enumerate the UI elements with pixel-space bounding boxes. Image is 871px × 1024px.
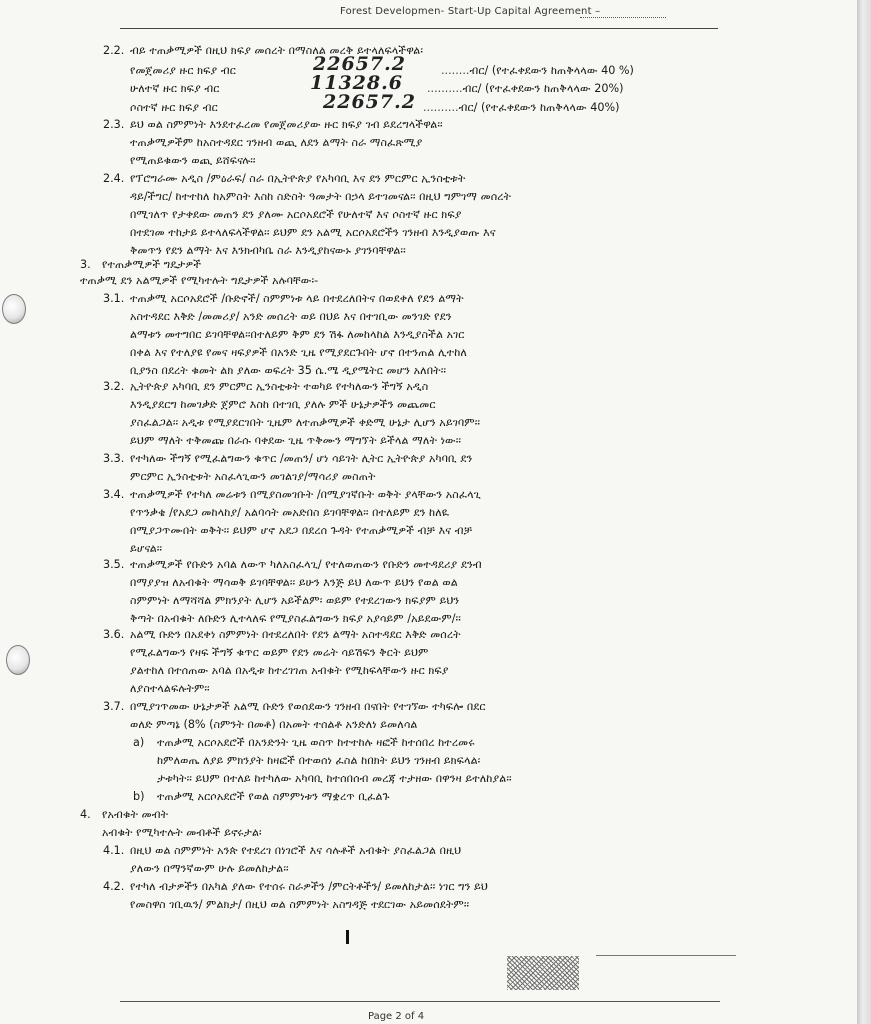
rate-line-3: ..........ብር/ (የተፈቀደውን ከጠቅላላው 40%) [423,101,620,114]
text-line: ይህም ማለት ተቅመጩ በራሱ ባቀደው ጊዜ ጥቅሙን ማግኘት ይችላል ማለት ነው፡፡ [130,434,462,447]
clause-number: 3.6. [103,628,125,641]
text-line: ታቱካት፡፡ ይህም በተለይ ከተካለው አካባቢ ከተሰበሰብ መረጃ ተታዘው በዋንዛ ይተለከያል፡፡ [157,772,512,785]
text-line: የሚፈልግውን የዛፍ ችግኝ ቁጥር ወይም የደን መሬት ሳይሽፍን ቅርት ይህም [130,646,429,659]
page-edge [857,0,871,1024]
text-line: ወለድ ምጣኔ (8% (ስምንት በመቶ) በአመት ተሰልቶ አንድለነ ይመለሳል [130,718,418,731]
text-line: አልሚ ቡድን በአደቀነ ስምምነት በተደረለበት የደን ልማት አስተዳደር እቅድ መሰረት [130,628,461,641]
text-line: አስተዳደር እቅድ /መመሪያ/ አንድ መሰረት ወይ በህይ እና በተገቢው መንገድ የደን [130,310,452,323]
text-line: ከምለወጤ ለያይ ምክንያት ከዛፎች በተወሰነ ፈስል ከበክት ይህን ገንዘብ ይክፍላል፡ [157,754,481,767]
clause-number: 4.2. [103,880,125,893]
text-line: በሚያገጥመው ሁኔታዎች አልሚ ቡድን የወሰደውን ገንዘብ በናበት የተገኘው ተካፍሎ በደር [130,700,486,713]
text-line: ያለውን በማንኛውም ሁሉ ይመለከታል፡፡ [130,862,289,875]
rate-line-1: ........ብር/ (የተፈቀደውን ከጠቅላላው 40 %) [441,64,634,77]
clause-number: 3.5. [103,558,125,571]
clause-number: 3.1. [103,292,125,305]
text-line: በተደገመ ተከታይ ይተላለፍላችዋል፡፡ ይህም ደን አልሚ አርሶአደሮችን ገንዘብ እንዲያወጡ እና [130,226,496,239]
clause-number: 3.3. [103,452,125,465]
text-line: የተካለው ችግኝ የሚፈልግውን ቁጥር /መጠን/ ሆነ ሳይገት ሊትር ኢትዮጵያ አካባቢ ደን [130,452,473,465]
punch-hole-bottom [6,645,30,675]
handwritten-amount-1: 22657.2 [313,53,406,75]
clause-number: 3.7. [103,700,125,713]
clause-number: 2.4. [103,172,125,185]
text-line: የአብቁት መብት [102,808,169,821]
text-line: በሚያጋጥሙበት ወቅት፡፡ ይህም ሆኖ አደጋ በደረሰ ጉዳት የተጠቃሚዎች ብቻ እና ብቻ [130,524,473,537]
text-line: ቢያንስ በደረት ቁመት ልክ ያለው ወፍረት 35 ሴ.ሜ ዲያሜትር መሆን አለበት፡፡ [130,364,446,377]
text-line: ልማቱን መተግበር ይገባቸዋል፡፡በተለይም ቅም ደን ሽፋ ለመከላከል እንዲያስችል አገር [130,328,465,341]
text-line: በሚገለጥ የታቀደው መጠን ደን ያለሙ አርሶአደሮች የሁለተኛ እና ሶስተኛ ዙር ክፍያ [130,208,462,221]
footer-rule [120,1001,720,1002]
text-line: በማያያዝ ለአብቁት ማሳወቅ ይገባቸዋል፡፡ ይሁን እንጅ ይህ ለውጥ ይህን የወል ወል [130,576,458,589]
ink-mark [346,930,349,944]
text-line: ተጠቃሚ ደን አልሚዎች የሚካተሉት ግዴታዎች አሉባቸው፡- [80,274,319,287]
text-line: ስምምነት ለማሻሻል ምክንያት ሊሆን አይችልም፡ ወይም የተደረገውን ክፍያም ይህን [130,594,460,607]
text-line: የፕሮግራሙ አዲስ /ምዕራፍ/ ስራ በኢትዮጵያ የአካባቢ እና ደን ምርምር ኢንስቲቱት [130,172,466,185]
clause-number: 4. [80,808,91,821]
text-line: ተጠቃሚዎችም ከአስተዳደር ገንዘብ ወጪ ለደን ልማት ስራ ማስፈጽሚያ [130,136,423,149]
text-line: ብይ ተጠቃሚዎች በዚህ ክፍያ መሰረት በማስለል መረቅ ይተላለፍላችዋል፡ [130,44,423,57]
rate-line-2: ..........ብር/ (የተፈቀደውን ከጠቅላላው 20%) [427,82,624,95]
punch-hole-top [2,294,26,324]
text-line: ተጠቃሚ አርሶአደሮች በአንድንት ጊዜ ወስጥ ከተተከሉ ዛፎች ከተሰበረ ከተረመሩ [157,736,475,749]
clause-number: b) [133,790,145,803]
clause-number: 3.4. [103,488,125,501]
text-line: ሁለተኛ ዙር ክፍያ ብር [130,82,220,95]
handwritten-amount-3: 22657.2 [323,91,416,113]
handwritten-amount-2: 11328.6 [310,72,403,94]
text-line: ይህ ወል ስምምነት እንደተፈረመ የመጀመሪያው ዙር ክፍያ ገብ ይደረግላችዋል፡፡ [130,118,443,131]
header-title: Forest Developmen- Start-Up Capital Agreement – [340,6,601,17]
text-line: የመጀመሪያ ዙር ክፍያ ብር [130,64,236,77]
text-line: እንዲያደርግ ከመገቃድ ጀምሮ እስከ በተገቢ ያለሉ ምች ሁኔታዎችን መጨመር [130,398,436,411]
clause-number: 4.1. [103,844,125,857]
text-line: በዚህ ወል ስምምነት አንጵ የተደረገ በነገሮች እና ሳሉቶች አብቁት ያስፈልጋል በዚህ [130,844,462,857]
stamp-scribble [507,956,579,990]
text-line: በቀል እና የተለያዩ የመና ዛፍያዎች በአንድ ጊዜ የሚያደርጉበት ሆኖ በተንጠል ሊተከለ [130,346,467,359]
text-line: ቅጣት በአብቁት ለቡድን ሊተላለፍ የሚያስፈልግውን ክፍያ አያሳይም /አይደውም/፡፡ [130,612,461,625]
page-number: Page 2 of 4 [368,1011,425,1022]
text-line: ቅመጥን የደን ልማት እና እንክብካቤ ስራ እንዲያከናውኑ ያገንባቸዋል፡፡ [130,244,406,257]
text-line: ያልተከለ በተሰጠው አባል በአዲቱ ከተረገገጠ አብቁት የሚከፍላቸውን ዙር ክፍያ [130,664,449,677]
text-line: አብቁት የሚካተሉት መብቶች ይኖሩታል፡ [102,826,262,839]
text-line: ይሆናል፡፡ [130,542,163,555]
text-line: የመስዋስ ገቢዉን/ ምልክታ/ በዚህ ወል ስምምነት አስግዳጅ ተደርገው አይመሰደትም፡፡ [130,898,470,911]
text-line: የተጠቃሚዎች ግዴታዎች [102,258,202,271]
text-line: ተጠቃሚ አርሶአደሮች የወል ስምምነቱን ማቋረጥ ቢፈልጉ [157,790,390,803]
footer-short-rule [596,955,736,956]
text-line: የጥንቃቄ /የአደጋ መከላከያ/ አልባሳት መአድበስ ይገባቸዋል፡፡ በተለይም ደን ከለዪ [130,506,450,519]
clause-number: 2.3. [103,118,125,131]
text-line: የሚጠይቁውን ወጪ ይሸፍናሉ፡፡ [130,154,256,167]
text-line: ሶስተኛ ዙር ክፍያ ብር [130,101,218,114]
header-rule [120,28,718,29]
clause-number: 2.2. [103,44,125,57]
text-line: የተካለ ብታዎችን በአካል ያለው የተሰሩ ስራዎችን /ምርትቶችን/ ይመለከታል፡፡ ነገር ግን ይህ [130,880,488,893]
clause-number: a) [133,736,145,749]
clause-number: 3. [80,258,91,271]
text-line: ያስፈልጋል፡፡ አዲቱ የሚያደርገበት ጊዜም ለተጠቃሚዎች ቀድሚ ሁኔታ ሊሆን አይገባም፡፡ [130,416,480,429]
text-line: ምርምር ኢንስቲቱት አስፈላጊውን መገልገያ/ማሳሪያ መስጠት [130,470,376,483]
text-line: ተጠቃሚ አርሶአደሮች /ቡድኖች/ ስምምነቱ ላይ በተደረለበትና በወደቀለ የደን ልማት [130,292,464,305]
text-line: ዳይ/ችግር/ ከተተከለ ከአምስት እስከ ስድስት ዓመታት በኃላ ይተገመናል፡፡ በዚህ ግምገማ መሰረት [130,190,512,203]
text-line: ተጠቃሚዎች የተካለ መሬቱን በሚያስመገቡት /በሚያገኛቡት ወቅት ያላቸውን አስፈላጊ [130,488,481,501]
header-dotted-line [580,17,666,18]
page-header [340,6,712,17]
text-line: ለያስተላልፍሉትም፡፡ [130,682,210,695]
text-line: ኢትዮጵያ አካባቢ ደን ምርምር ኢንስቲቱት ተወካይ የተካለውን ችግኝ አዲስ [130,380,429,393]
clause-number: 3.2. [103,380,125,393]
text-line: ተጠቃሚዎች የቡድን አባል ለውጥ ካለአስፈላጊ/ የተለወጠውን የቡድን መተዳደሪያ ደንብ [130,558,482,571]
